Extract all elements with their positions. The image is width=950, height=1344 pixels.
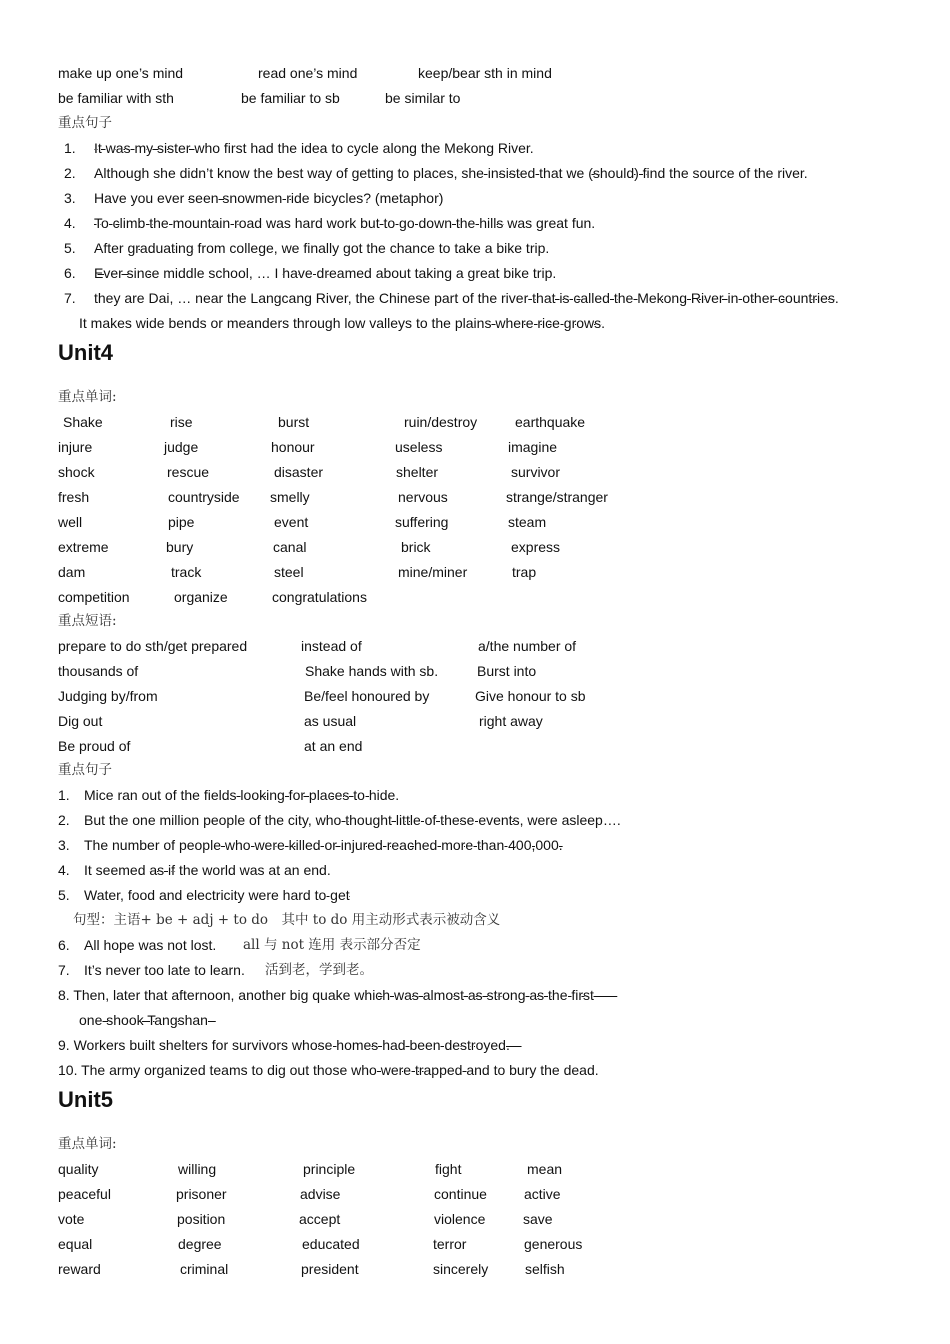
sentence bbox=[94, 189, 443, 207]
vocab-word: suffering bbox=[395, 514, 449, 530]
sentence bbox=[84, 811, 621, 829]
underlined-text: (should) find bbox=[588, 165, 666, 181]
phrase: Burst into bbox=[477, 663, 537, 679]
vocab-word: degree bbox=[178, 1236, 222, 1252]
sentence-text: , were asleep…. bbox=[519, 812, 621, 828]
vocab-word: countryside bbox=[168, 489, 240, 505]
vocab-word: trap bbox=[512, 564, 537, 580]
vocab-word: mine/miner bbox=[398, 564, 468, 580]
sentence bbox=[58, 1061, 599, 1079]
sentence-text: 9. Workers built shelters for survivors w bbox=[58, 1037, 303, 1053]
sentence-number: 1. bbox=[58, 787, 70, 803]
sentence bbox=[94, 164, 808, 182]
vocab-word: event bbox=[274, 514, 309, 530]
sentence bbox=[94, 264, 556, 282]
vocab-word: earthquake bbox=[515, 414, 586, 430]
vocab-word: judge bbox=[164, 439, 199, 455]
sentence-text: Have you ever bbox=[94, 190, 189, 206]
vocab-word: steam bbox=[508, 514, 547, 530]
sentence-number: 4. bbox=[64, 215, 76, 231]
vocab-word: active bbox=[524, 1186, 561, 1202]
unit-title: Unit5 bbox=[58, 1087, 113, 1112]
phrase: Be proud of bbox=[58, 738, 131, 754]
sentence: All hope was not lost. bbox=[84, 937, 217, 953]
underlined-text: as if bbox=[149, 862, 176, 878]
underlined-text: looking for places to hide bbox=[236, 787, 396, 803]
grammar-note: all 与 not 连用 表示部分否定 bbox=[243, 937, 421, 953]
sentence-text: After bbox=[94, 240, 128, 256]
vocab-word: congratulations bbox=[272, 589, 367, 605]
vocab-word: reward bbox=[58, 1261, 101, 1277]
vocab-word: principle bbox=[303, 1161, 356, 1177]
phrase: a/the number of bbox=[478, 638, 577, 654]
underlined-text: graduating bbox=[127, 240, 194, 256]
sentence bbox=[94, 139, 534, 157]
vocab-word: generous bbox=[524, 1236, 583, 1252]
vocab-word: peaceful bbox=[58, 1186, 111, 1202]
sentence-text: that we bbox=[539, 165, 589, 181]
phrase: be similar to bbox=[385, 90, 461, 106]
vocab-word: fight bbox=[435, 1161, 462, 1177]
vocab-word: imagine bbox=[508, 439, 558, 455]
sentence bbox=[79, 314, 605, 332]
sentence-number: 1. bbox=[64, 140, 76, 156]
vocab-word: rise bbox=[170, 414, 193, 430]
phrase: Judging by/from bbox=[58, 688, 158, 704]
vocab-word: willing bbox=[178, 1161, 217, 1177]
vocab-word: quality bbox=[58, 1161, 99, 1177]
vocab-word: equal bbox=[58, 1236, 93, 1252]
vocab-word: competition bbox=[58, 589, 130, 605]
sentence bbox=[94, 214, 595, 232]
underlined-text: To climb the mountain road bbox=[94, 215, 263, 231]
sentence-text: Although she didn’t know the best way of getting to places, she bbox=[94, 165, 484, 181]
phrase: prepare to do sth/get prepared bbox=[58, 638, 248, 654]
vocab-word: burst bbox=[278, 414, 310, 430]
sentence-text: Water, food and electricity were hard bbox=[84, 887, 315, 903]
phrase: keep/bear sth in mind bbox=[418, 65, 552, 81]
vocab-word: injure bbox=[58, 439, 93, 455]
vocab-word: smelly bbox=[270, 489, 310, 505]
translation: 活到老，学到老。 bbox=[265, 962, 373, 978]
sentence-text: But the one million people of the city, bbox=[84, 812, 316, 828]
vocab-word: express bbox=[511, 539, 561, 555]
sentence-text: . bbox=[834, 290, 839, 306]
phrase: Be/feel honoured by bbox=[304, 688, 430, 704]
section-heading: 重点句子 bbox=[58, 115, 112, 131]
sentence-text: 10. The army organized teams to dig out those w bbox=[58, 1062, 362, 1078]
sentence-text: Mice ran out of the fields bbox=[84, 787, 237, 803]
vocab-word: dam bbox=[58, 564, 86, 580]
sentence bbox=[94, 289, 839, 307]
vocab-word: selfish bbox=[525, 1261, 565, 1277]
vocab-word: terror bbox=[433, 1236, 467, 1252]
sentence bbox=[58, 986, 617, 1004]
vocab-word: steel bbox=[274, 564, 304, 580]
vocab-word: canal bbox=[273, 539, 307, 555]
sentence-text: they are Dai, … near the Langcang River, the Chinese part of the river bbox=[94, 290, 529, 306]
section-heading: 重点句子 bbox=[58, 762, 112, 778]
sentence bbox=[79, 1011, 216, 1029]
sentence: It’s never too late to learn. bbox=[84, 962, 245, 978]
vocab-word: sincerely bbox=[433, 1261, 489, 1277]
section-heading: 重点短语: bbox=[58, 613, 117, 629]
sentence-text: 8. Then, later that afternoon, another big quake w bbox=[58, 987, 365, 1003]
vocab-word: continue bbox=[434, 1186, 487, 1202]
vocab-word: organize bbox=[174, 589, 228, 605]
vocab-word: mean bbox=[527, 1161, 563, 1177]
sentence-text: the source of the river. bbox=[665, 165, 808, 181]
sentence-text: was hard work but bbox=[262, 215, 380, 231]
vocab-word: shock bbox=[58, 464, 95, 480]
sentence-number: 5. bbox=[64, 240, 76, 256]
vocab-word: survivor bbox=[511, 464, 561, 480]
vocab-word: criminal bbox=[180, 1261, 229, 1277]
sentence-text: first had the idea to cycle along the Mekong River. bbox=[220, 140, 534, 156]
sentence bbox=[84, 786, 399, 804]
sentence-text: nd to bury the dead. bbox=[474, 1062, 599, 1078]
underlined-text: Ever since bbox=[94, 265, 160, 281]
sentence-number: 3. bbox=[58, 837, 70, 853]
underlined-text: who thought little of these events bbox=[315, 812, 520, 828]
vocab-word: fresh bbox=[58, 489, 90, 505]
phrase: be familiar with sth bbox=[58, 90, 174, 106]
vocab-word: ruin/destroy bbox=[404, 414, 478, 430]
underlined-text: hose homes had been destroyed. bbox=[302, 1037, 522, 1053]
sentence-number: 4. bbox=[58, 862, 70, 878]
underlined-text: who were killed or injured reached more than 400,000. bbox=[220, 837, 563, 853]
vocab-word: strange/stranger bbox=[506, 489, 608, 505]
underlined-text: to get bbox=[314, 887, 350, 903]
underlined-text: where rice grows bbox=[491, 315, 602, 331]
underlined-text: seen snowmen ride bbox=[188, 190, 310, 206]
sentence-text: from college, we finally got the chance to take a bike trip. bbox=[193, 240, 550, 256]
sentence-number: 6. bbox=[64, 265, 76, 281]
phrase: thousands of bbox=[58, 663, 139, 679]
vocab-word: pipe bbox=[168, 514, 195, 530]
sentence-text: bicycles? (metaphor) bbox=[309, 190, 444, 206]
sentence-number: 2. bbox=[64, 165, 76, 181]
sentence-text: middle school, … I bbox=[159, 265, 283, 281]
sentence-text: . bbox=[601, 315, 606, 331]
sentence-text: about taking a great bike trip. bbox=[371, 265, 557, 281]
vocab-word: educated bbox=[302, 1236, 360, 1252]
vocab-word: save bbox=[523, 1211, 553, 1227]
vocab-word: bury bbox=[166, 539, 194, 555]
phrase: as usual bbox=[304, 713, 357, 729]
vocab-word: vote bbox=[58, 1211, 85, 1227]
phrase: make up one’s mind bbox=[58, 65, 184, 81]
section-heading: 重点单词: bbox=[58, 389, 117, 405]
vocab-word: useless bbox=[395, 439, 443, 455]
sentence-text: It seemed bbox=[84, 862, 150, 878]
vocab-word: shelter bbox=[396, 464, 439, 480]
phrase: right away bbox=[479, 713, 543, 729]
sentence-number: 5. bbox=[58, 887, 70, 903]
sentence-text: the world was at an end. bbox=[175, 862, 331, 878]
underlined-text: one shook Tangshan bbox=[79, 1012, 216, 1028]
sentence bbox=[84, 861, 331, 879]
underlined-text: that is called the Mekong River in other countries bbox=[528, 290, 835, 306]
vocab-word: accept bbox=[299, 1211, 341, 1227]
sentence bbox=[84, 836, 563, 854]
vocab-word: honour bbox=[271, 439, 315, 455]
phrase: at an end bbox=[304, 738, 363, 754]
sentence-number: 7. bbox=[58, 962, 70, 978]
vocab-word: track bbox=[171, 564, 202, 580]
sentence-number: 7. bbox=[64, 290, 76, 306]
underlined-text: insisted bbox=[483, 165, 540, 181]
sentence bbox=[58, 1036, 522, 1054]
section-heading: 重点单词: bbox=[58, 1136, 117, 1152]
sentence-text: . bbox=[395, 787, 400, 803]
vocab-word: nervous bbox=[398, 489, 448, 505]
phrase: instead of bbox=[301, 638, 362, 654]
sentence-text: The number of people bbox=[84, 837, 221, 853]
sentence-text: It makes wide bends or meanders through low valleys to the plains bbox=[79, 315, 492, 331]
vocab-word: advise bbox=[300, 1186, 341, 1202]
sentence-number: 6. bbox=[58, 937, 70, 953]
vocab-word: violence bbox=[434, 1211, 486, 1227]
vocab-word: brick bbox=[401, 539, 431, 555]
phrase: Dig out bbox=[58, 713, 103, 729]
underlined-text: ho were trapped a bbox=[361, 1062, 475, 1078]
underlined-text: have dreamed bbox=[282, 265, 372, 281]
sentence-text: was great fun. bbox=[503, 215, 596, 231]
sentence-number: 3. bbox=[64, 190, 76, 206]
sentence bbox=[94, 239, 549, 257]
vocab-word: prisoner bbox=[176, 1186, 227, 1202]
phrase: Give honour to sb bbox=[475, 688, 586, 704]
sentence bbox=[84, 886, 350, 904]
phrase: be familiar to sb bbox=[241, 90, 340, 106]
vocab-word: well bbox=[58, 514, 83, 530]
vocab-word: disaster bbox=[274, 464, 324, 480]
sentence-number: 2. bbox=[58, 812, 70, 828]
vocab-word: president bbox=[301, 1261, 359, 1277]
underlined-text: hich was almost as strong as the first bbox=[364, 987, 618, 1003]
underlined-text: to go down the hills bbox=[379, 215, 504, 231]
vocab-word: extreme bbox=[58, 539, 109, 555]
vocab-word: position bbox=[177, 1211, 226, 1227]
vocab-word: Shake bbox=[63, 414, 103, 430]
phrase: read one’s mind bbox=[258, 65, 358, 81]
vocab-word: rescue bbox=[167, 464, 210, 480]
grammar-note: 句型：主语+ be + adj + to do 其中 to do 用主动形式表示被动含义 bbox=[73, 912, 501, 928]
underlined-text: It was my sister who bbox=[94, 140, 221, 156]
unit-title: Unit4 bbox=[58, 340, 113, 365]
phrase: Shake hands with sb. bbox=[305, 663, 439, 679]
